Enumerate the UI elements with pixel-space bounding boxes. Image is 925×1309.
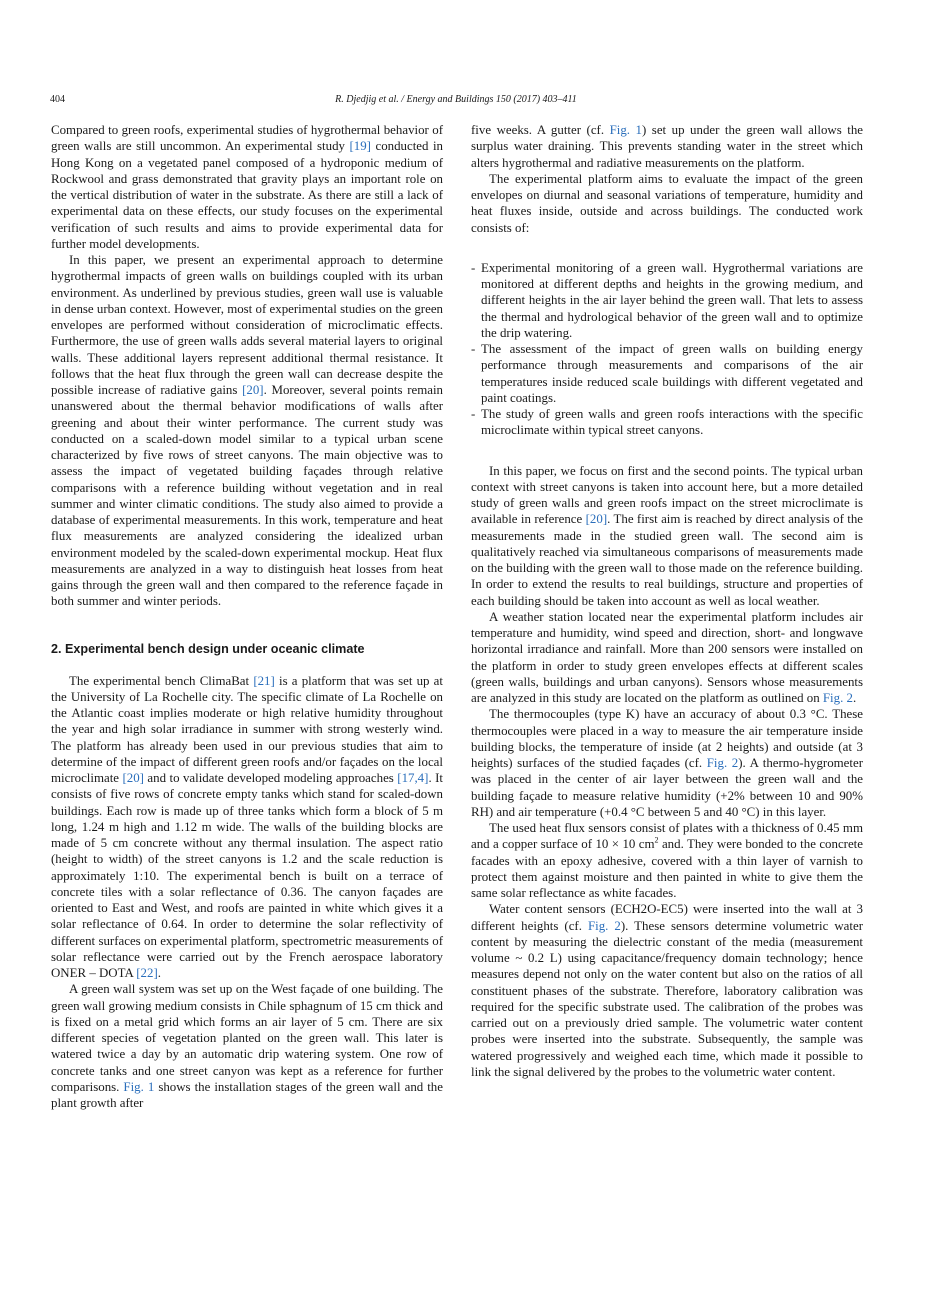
text-run: The experimental platform aims to evaluate the impact of the green envelopes on diurnal and seasonal variations of temperature, humidity and heat fluxes inside, outside and across buildings. The conducted work consists of: <box>471 171 863 235</box>
text-run: is a platform that was set up at the University of La Rochelle city. The specific climate of La Rochelle on the Atlantic coast implies moderate or high relative humidity throughout the year and high solar irradiance in summer with strong westerly wind. The platform has already been used in our previous studies that aim to determine of the impact of different green roofs and/or façades on the local microclimate <box>51 673 443 785</box>
text-run: . It consists of five rows of concrete empty tanks which stand for scaled-down buildings. Each row is made up of three tanks which form a block of 5 m long, 1.24 m high and 1.12 m wide. The walls of the building blocks are made of 5 cm concrete without any thermal insulation. The aspect ratio (height to width) of the street canyons is 1.2 and the scale reduction is approximately 1:10. The experimental bench is built on a terrace of concrete tiles with a solar reflectance of 0.36. The canyon façades are oriented to East and West, and roofs are painted in white which gives it a solar reflectance of 0.64. In order to determine the solar reflectivity of different surfaces on experimental platform, spectrometric measurements of solar reflectance were carried out by the French aerospace laboratory ONER – DOTA <box>51 771 443 980</box>
text-run: . The first aim is reached by direct analysis of the measurements made in the studied green wall. The second aim is qualitatively reached via simultaneous comparisons of measurements made on the building with the green wall to those made on the reference building. In order to extend the results to real buildings, structure and properties of each building should be taken into account as well as local weather. <box>471 512 863 608</box>
spacer <box>471 439 863 463</box>
text-run: ). A thermo-hygrometer was placed in the center of air layer between the green wall and the building façade to measure relative humidity (+2% between 10 and 90% RH) and air temperature (+0.4 °C between 5 and 40 °C) in this layer. <box>471 756 863 819</box>
paragraph <box>51 673 443 982</box>
text-run: . Moreover, several points remain unanswered about the thermal behavior modifications of walls after greening and about their winter performance. The current study was conducted on a scaled-down model similar to a typical urban scene characterized by five rows of street canyons. The main objective was to assess the impact of vegetated building façades through relative comparisons with a reference building without vegetation and in real summer and winter climatic conditions. The study also aimed to provide a database of experimental measurements. In this work, temperature and heat flux measurements are analyzed considering the idealized urban environment modeled by the scaled-down experimental mockup. Heat flux measurements are analyzed in a way to distinguish heat losses from heat gains through the green wall and then compared to the reference façade in both summer and winter periods. <box>51 383 443 609</box>
running-header <box>50 92 862 108</box>
list-item: - The assessment of the impact of green walls on building energy performance through measurements and comparisons of the air temperatures inside reduced scale buildings with different vegetated and paint coatings. <box>471 341 863 406</box>
paragraph <box>471 171 863 236</box>
text-run: and. They were bonded to the concrete facades with an epoxy adhesive, covered with a thin layer of varnish to protect them against moisture and then painted in white to give them the same solar reflectance as white facades. <box>471 837 863 900</box>
section-heading: 2. Experimental bench design under oceanic climate <box>51 641 365 656</box>
page-number: 404 <box>50 94 65 105</box>
text-run: The thermocouples (type K) have an accuracy of about 0.3 °C. These thermocouples were placed in a way to measure the air temperature inside building blocks, the temperature of inside (at 2 heights) and outside (at 3 heights) surfaces of the studied façades (cf. <box>471 707 863 770</box>
text-run: A green wall system was set up on the West façade of one building. The green wall growing medium consists in Chile sphagnum of 15 cm thick and is fixed on a metal grid which forms an air layer of 5 cm. There are six different species of vegetation planted on the green wall. This later is watered twice a day by an automatic drip watering system. One row of concrete tanks and one street canyon was kept as a reference for further comparisons. <box>51 982 443 1094</box>
list-item: - Experimental monitoring of a green wall. Hygrothermal variations are monitored at different depths and heights in the growing medium, and different heights in the air layer behind the green wall. That lets to assess the thermal and hydrological behavior of the green wall and to optimize the drip watering. <box>471 260 863 341</box>
work-items-list <box>471 260 863 439</box>
reference-link[interactable]: Fig. 1 <box>609 123 642 137</box>
text-run: The experimental bench ClimaBat <box>69 673 254 688</box>
reference-link[interactable]: Fig. 2 <box>822 691 853 705</box>
spacer <box>471 236 863 260</box>
right-column <box>471 122 863 1080</box>
running-head-citation: R. Djedjig et al. / Energy and Buildings 150 (2017) 403–411 <box>335 94 577 105</box>
text-run: In this paper, we present an experimental approach to determine hygrothermal impacts of green walls on buildings coupled with its urban environment. As underlined by previous studies, green wall use is valuable in dense urban context. However, most of experimental studies on the green envelopes are performed without consideration of microclimatic effects. Furthermore, the use of green walls adds several material layers to original walls. These additional layers represent additional thermal resistance. It follows that the heat flux through the green wall can decrease despite the possible increase of radiative gains <box>51 253 443 397</box>
text-run: and to validate developed modeling approaches <box>143 771 398 785</box>
text-run: The used heat flux sensors consist of plates with a thickness of 0.45 mm and a copper surface of 10 × 10 cm <box>471 821 863 852</box>
reference-link[interactable]: Fig. 1 <box>123 1079 155 1094</box>
paragraph <box>471 706 863 820</box>
paragraph <box>471 463 863 609</box>
paragraph <box>471 820 863 901</box>
text-run: . <box>157 966 161 980</box>
paragraph <box>471 122 863 171</box>
paragraph <box>471 901 863 1080</box>
text-run: conducted in Hong Kong on a vegetated panel composed of a hydroponic medium of Rockwool and grass demonstrated that gravity plays an important role on the vertical distribution of water in the substrate. As there are still a lack of experimental data on these effects, our study focuses on the experimental verification of such results and aims to provide experimental data for further model developments. <box>51 139 443 251</box>
paragraph <box>51 122 443 252</box>
reference-link[interactable]: Fig. 2 <box>587 918 621 933</box>
reference-link[interactable]: Fig. 2 <box>706 756 739 770</box>
left-column <box>51 122 443 1111</box>
reference-link[interactable]: [20] <box>242 383 264 397</box>
paragraph <box>51 252 443 610</box>
text-run: ) set up under the green wall allows the surplus water draining. This prevents standing water in the street which alters hygrothermal and radiative measurements on the platform. <box>471 123 864 170</box>
superscript: 2 <box>654 835 659 845</box>
text-run: . <box>852 691 857 705</box>
reference-link[interactable]: [21] <box>253 673 275 688</box>
text-run: five weeks. A gutter (cf. <box>471 123 610 137</box>
reference-link[interactable]: [22] <box>136 966 158 980</box>
reference-link[interactable]: [17,4] <box>397 771 429 785</box>
paragraph <box>51 981 443 1111</box>
paragraph <box>471 609 863 707</box>
list-item: - The study of green walls and green roofs interactions with the specific microclimate within typical street canyons. <box>471 406 863 439</box>
text-run: Compared to green roofs, experimental studies of hygrothermal behavior of green walls are still uncommon. An experimental study <box>51 123 443 154</box>
text-run: A weather station located near the experimental platform includes air temperature and humidity, wind speed and direction, short- and longwave horizontal irradiance and rainfall. More than 200 sensors were installed on the platform in order to study green envelopes effects at different scales (green walls, buildings and urban canyons). Sensors whose measurements are analyzed in this study are located on the platform as outlined on <box>471 609 863 705</box>
text-run: shows the installation stages of the green wall and the plant growth after <box>51 1079 443 1110</box>
text-run: Water content sensors (ECH2O-EC5) were inserted into the wall at 3 different heights (cf. <box>471 902 863 933</box>
text-run: In this paper, we focus on first and the second points. The typical urban context with street canyons is taken into account here, but a more detailed study of green walls and green roofs impact on the street microclimate is available in reference <box>471 463 863 527</box>
reference-link[interactable]: [19] <box>349 139 371 154</box>
reference-link[interactable]: [20] <box>585 512 608 527</box>
reference-link[interactable]: [20] <box>122 771 144 785</box>
text-run: ). These sensors determine volumetric water content by measuring the dielectric constant of the media (measurement volume ~ 0.2 L) using capacitance/frequency domain technology; hence measures depend not only on the water content but also on the ratios of all constituent phases of the substrate. Therefore, laboratory calibration was required for the specific substrate used. The calibration of the probes was carried out on a previously dried sample. The volumetric water content probes were inserted into the substrate. Subsequently, the sample was watered progressively and weighed each time, which made it possible to link the signal delivered by the probes to the volumetric water content. <box>471 918 864 1079</box>
